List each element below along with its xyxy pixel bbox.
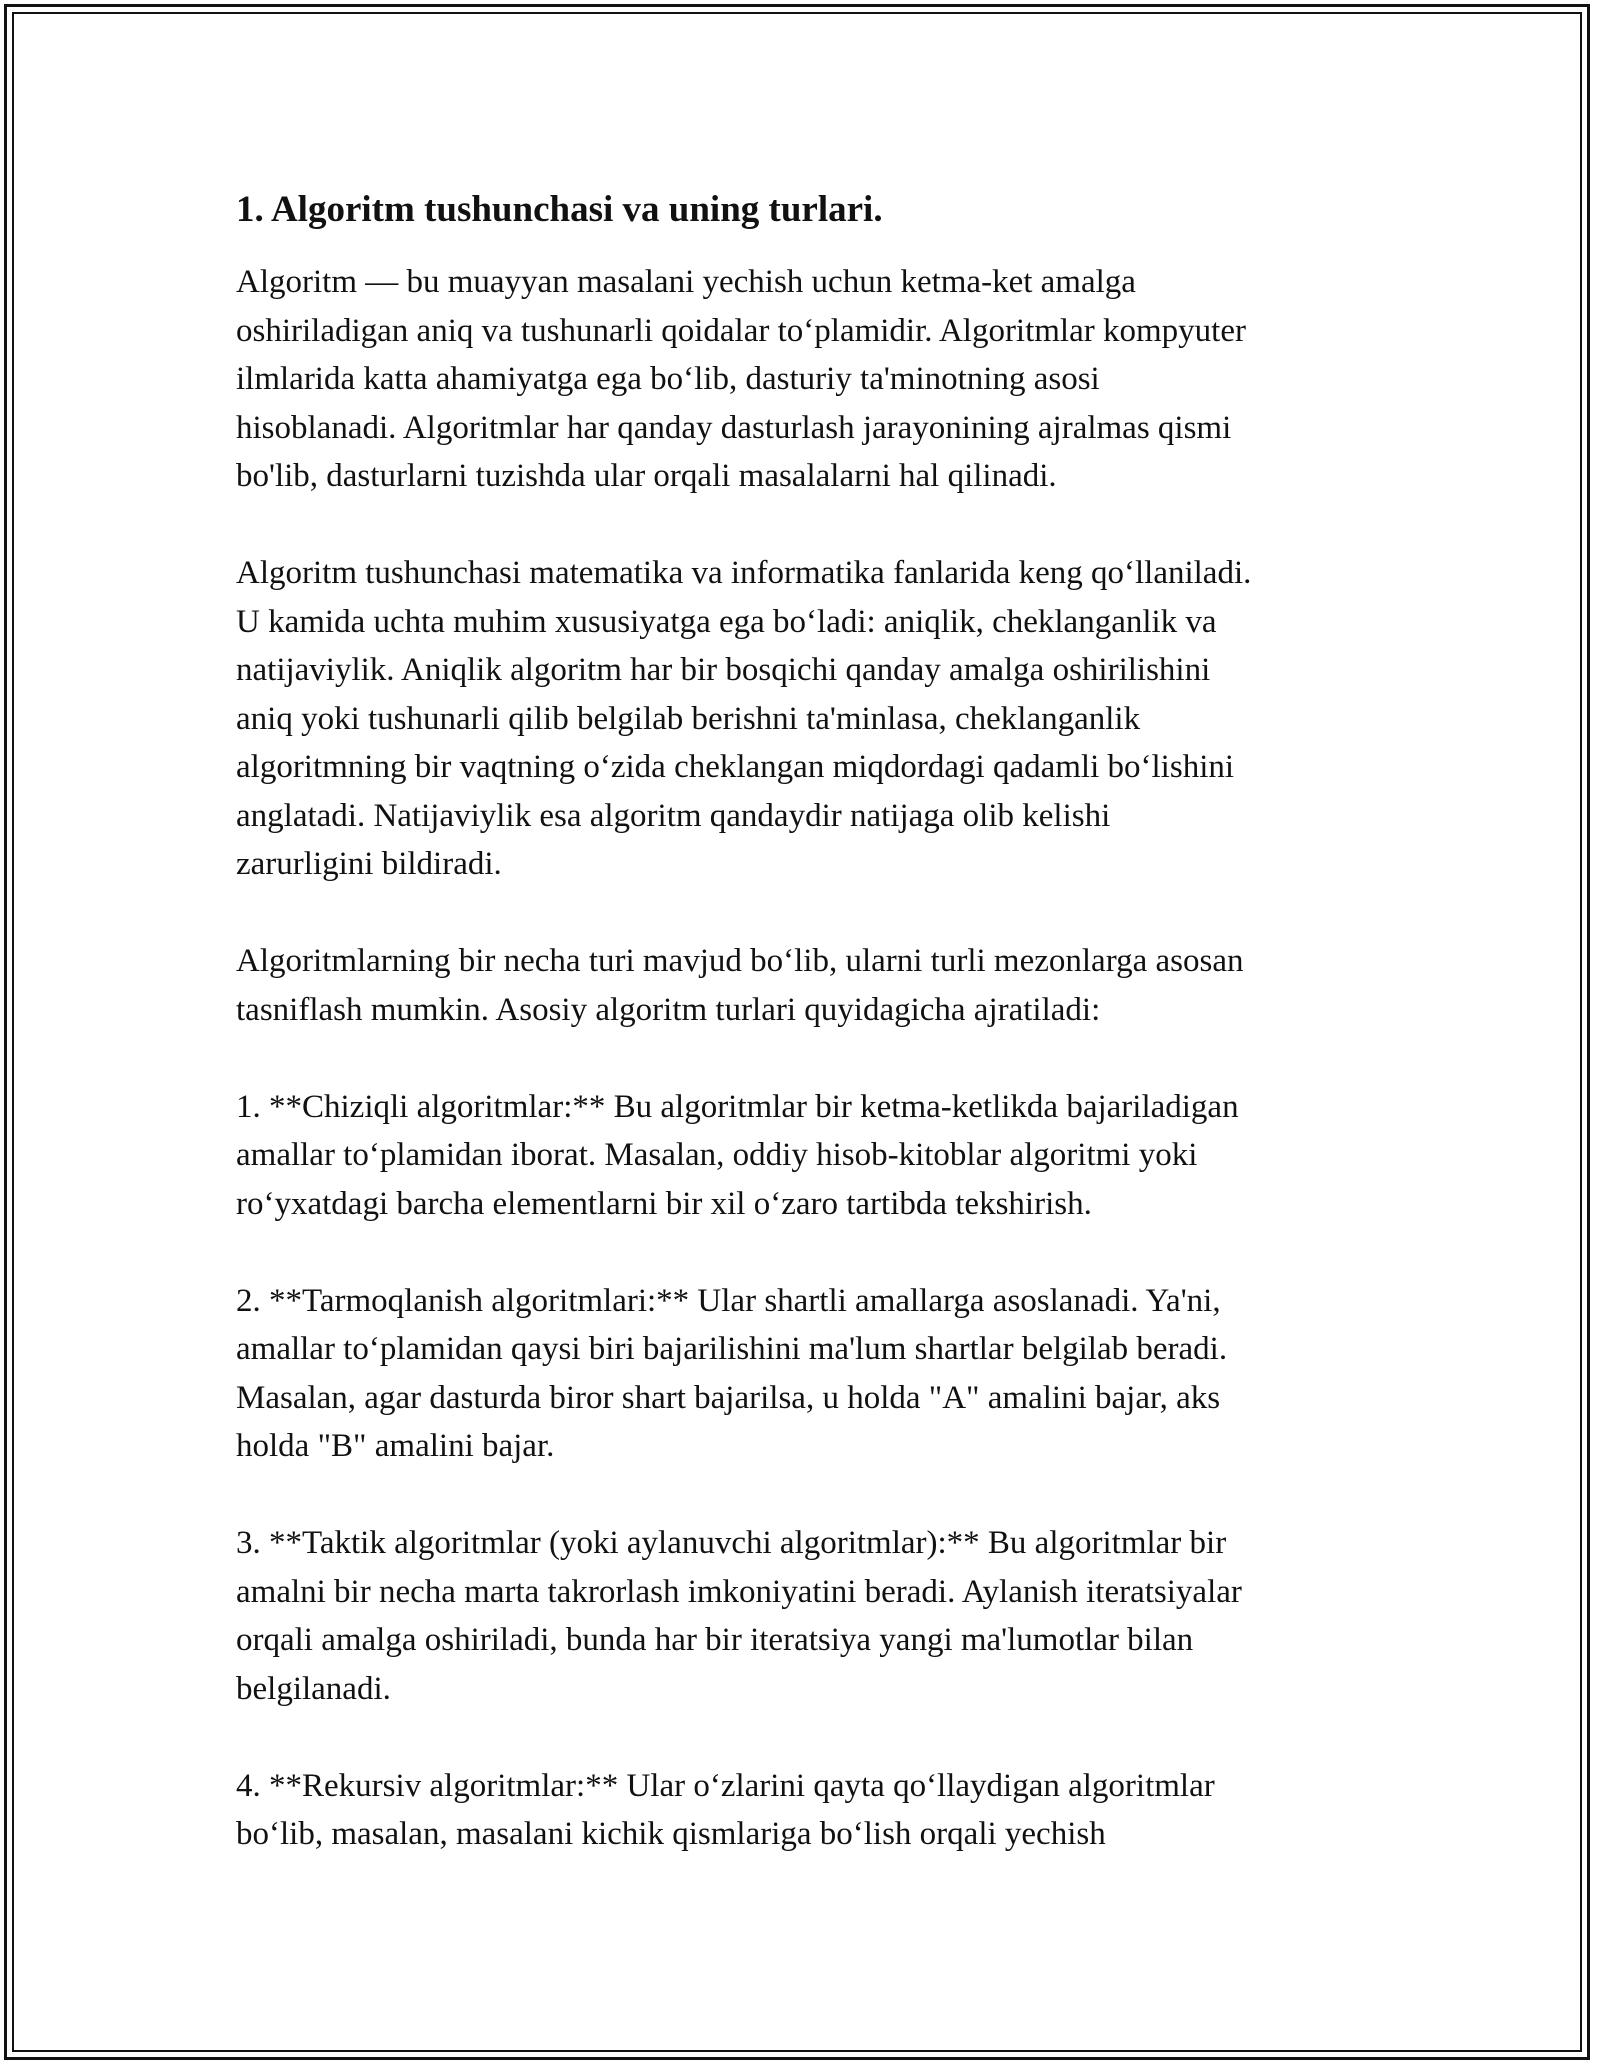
list-item-recursive (236, 1762, 1376, 1859)
text-line: 1. **Chiziqli algoritmlar:** Bu algoritmlar bir ketma-ketlikda bajariladigan (236, 1088, 1239, 1125)
list-item-linear (236, 1083, 1376, 1229)
text-line: Algoritm — bu muayyan masalani yechish uchun ketma-ket amalga (236, 264, 1136, 300)
text-line: oshiriladigan aniq va tushunarli qoidalar to‘plamidir. Algoritmlar kompyuter (236, 312, 1246, 349)
list-item-looping (236, 1519, 1376, 1713)
text-line: anglatadi. Natijaviylik esa algoritm qandaydir natijaga olib kelishi (236, 797, 1111, 834)
text-line: ilmlarida katta ahamiyatga ega bo‘lib, dasturiy ta'minotning asosi (236, 361, 1100, 397)
text-line: aniq yoki tushunarli qilib belgilab berishni ta'minlasa, cheklanganlik (236, 700, 1141, 737)
text-line: amallar to‘plamidan qaysi biri bajarilishini ma'lum shartlar belgilab beradi. (236, 1331, 1228, 1367)
text-line: algoritmning bir vaqtning o‘zida cheklangan miqdordagi qadamli bo‘lishini (236, 749, 1235, 785)
text-line: 3. **Taktik algoritmlar (yoki aylanuvchi algoritmlar):** Bu algoritmlar bir (236, 1525, 1227, 1561)
text-line: tasniflash mumkin. Asosiy algoritm turlari quyidagicha ajratiladi: (236, 991, 1101, 1028)
text-line: Algoritmlarning bir necha turi mavjud bo‘lib, ularni turli mezonlarga asosan (236, 943, 1244, 979)
list-item-branching (236, 1277, 1376, 1471)
section-heading: 1. Algoritm tushunchasi va uning turlari. (236, 189, 883, 230)
paragraph-definition (236, 258, 1376, 501)
text-line: holda "B" amalini bajar. (236, 1428, 555, 1464)
text-line: orqali amalga oshiriladi, bunda har bir iteratsiya yangi ma'lumotlar bilan (236, 1622, 1194, 1658)
text-line: amalni bir necha marta takrorlash imkoniyatini beradi. Aylanish iteratsiyalar (236, 1573, 1242, 1610)
text-line: amallar to‘plamidan iborat. Masalan, oddiy hisob-kitoblar algoritmi yoki (236, 1137, 1198, 1173)
text-line: U kamida uchta muhim xususiyatga ega bo‘ladi: aniqlik, cheklanganlik va (236, 603, 1217, 640)
text-line: Algoritm tushunchasi matematika va informatika fanlarida keng qo‘llaniladi. (236, 555, 1252, 591)
text-line: hisoblanadi. Algoritmlar har qanday dasturlash jarayonining ajralmas qismi (236, 409, 1232, 446)
text-line: zarurligini bildiradi. (236, 846, 502, 882)
paragraph-types-intro (236, 937, 1376, 1034)
text-line: natijaviylik. Aniqlik algoritm har bir bosqichi qanday amalga oshirilishini (236, 652, 1211, 688)
document-body (236, 186, 1376, 1907)
text-line: bo‘lib, masalan, masalani kichik qismlariga bo‘lish orqali yechish (236, 1816, 1106, 1852)
text-line: bo'lib, dasturlarni tuzishda ular orqali masalalarni hal qilinadi. (236, 458, 1057, 494)
text-line: 4. **Rekursiv algoritmlar:** Ular o‘zlarini qayta qo‘llaydigan algoritmlar (236, 1767, 1215, 1804)
text-line: Masalan, agar dasturda biror shart bajarilsa, u holda "A" amalini bajar, aks (236, 1379, 1221, 1416)
text-line: ro‘yxatdagi barcha elementlarni bir xil o‘zaro tartibda tekshirish. (236, 1185, 1092, 1222)
text-line: belgilanadi. (236, 1670, 391, 1707)
text-line: 2. **Tarmoqlanish algoritmlari:** Ular shartli amallarga asoslanadi. Ya'ni, (236, 1282, 1221, 1319)
paragraph-properties (236, 549, 1376, 889)
